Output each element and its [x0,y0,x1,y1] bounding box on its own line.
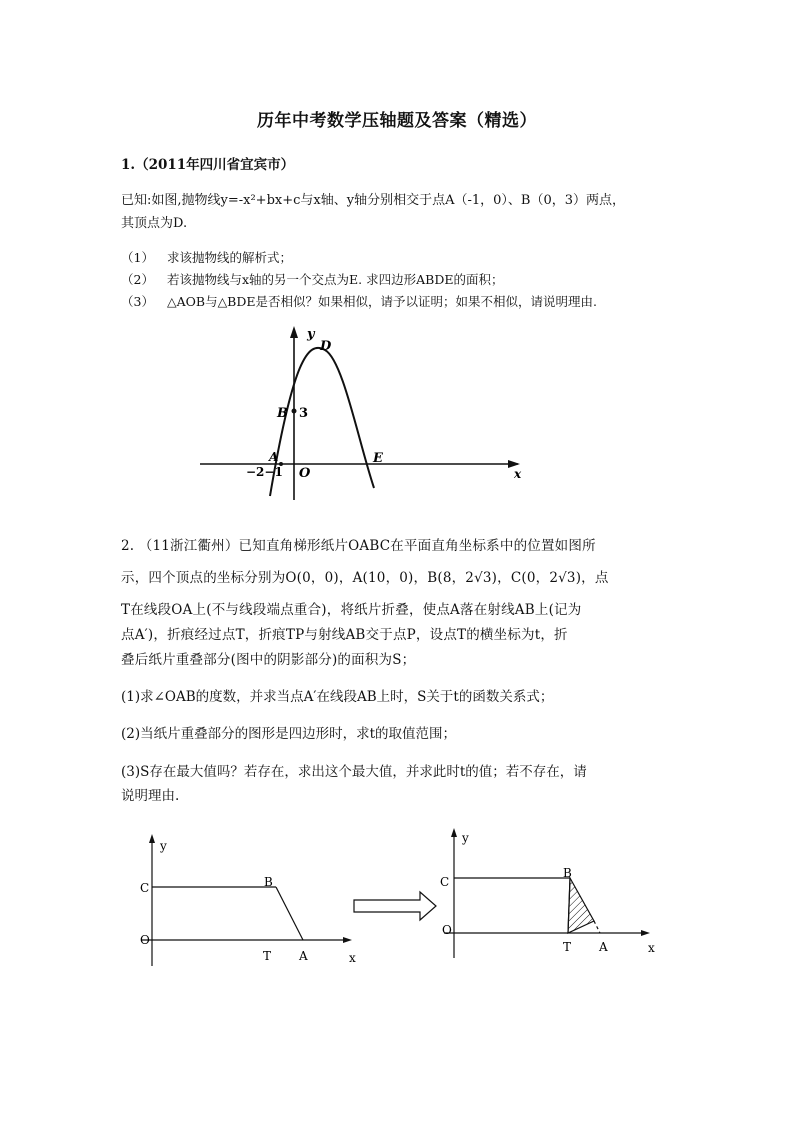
question-2-line-5: 叠后纸片重叠部分(图中的阴影部分)的面积为S； [121,652,416,668]
left-label-x: x [349,951,356,965]
question-2-sub-2: (2)当纸片重叠部分的图形是四边形时，求t的取值范围； [121,726,457,742]
label-e: E [373,451,383,466]
label-o: O [299,466,311,481]
left-label-a: A [299,949,308,963]
left-label-o: O [140,933,150,947]
question-2-line-2: 示，四个顶点的坐标分别为O(0，0)，A(10，0)，B(8，2√3)，C(0，2√3)，点 [121,570,609,586]
question-2-sub-3-line-1: (3)S存在最大值吗？若存在，求出这个最大值，并求此时t的值；若不存在，请 [121,764,587,780]
right-label-t: T [563,940,572,954]
right-label-c: C [440,875,450,889]
right-label-o: O [442,923,452,937]
question-2-line-4: 点A′)，折痕经过点T，折痕TP与射线AB交于点P，设点T的横坐标为t，折 [121,627,568,643]
right-label-a: A [599,940,608,954]
point-b [292,409,297,414]
left-label-t: T [263,949,272,963]
label-negative-ticks: −2−1 [246,465,283,479]
label-d: D [320,339,332,354]
question-2-sub-3-line-2: 说明理由. [121,788,180,804]
left-label-b: B [264,875,273,889]
question-1-item-3 [121,292,681,311]
item-number: （1） [121,250,154,265]
item-text: 求该抛物线的解析式； [167,250,293,265]
label-b: B [277,406,288,421]
question-1-stem-line-1: 已知:如图,抛物线y=-x²+bx+c与x轴、y轴分别相交于点A（-1，0）、B（0，3）两点， [121,193,625,208]
item-number: （2） [121,272,154,287]
item-text: 若该抛物线与x轴的另一个交点为E. 求四边形ABDE的面积； [167,272,504,287]
item-number: （3） [121,294,154,309]
question-2-line-1: 2. （11浙江衢州）已知直角梯形纸片OABC在平面直角坐标系中的位置如图所 [121,538,596,554]
left-label-c: C [140,881,150,895]
label-a: A [269,450,279,464]
item-text: △AOB与△BDE是否相似？如果相似，请予以证明；如果不相似，请说明理由. [167,294,597,309]
question-1-item-1 [121,248,681,267]
question-2-line-3: T在线段OA上(不与线段端点重合)，将纸片折叠，使点A落在射线AB上(记为 [121,602,582,618]
right-label-y: y [462,831,469,845]
question-1-stem-line-2: 其顶点为D. [121,216,188,231]
parabola-figure [178,320,545,512]
question-2-sub-1: (1)求∠OAB的度数，并求当点A′在线段AB上时，S关于t的函数关系式； [121,689,554,705]
label-three: 3 [299,406,309,421]
question-1-item-2 [121,270,681,289]
right-label-x: x [648,941,655,955]
right-label-b: B [563,866,572,880]
question-1-header: 1.（2011年四川省宜宾市） [121,157,295,173]
figure-background [178,320,545,512]
label-y: y [307,327,315,342]
left-label-y: y [160,839,167,853]
trapezoid-fold-figure [120,818,673,985]
label-x: x [514,467,522,481]
document-title: 历年中考数学压轴题及答案（精选） [257,111,537,131]
